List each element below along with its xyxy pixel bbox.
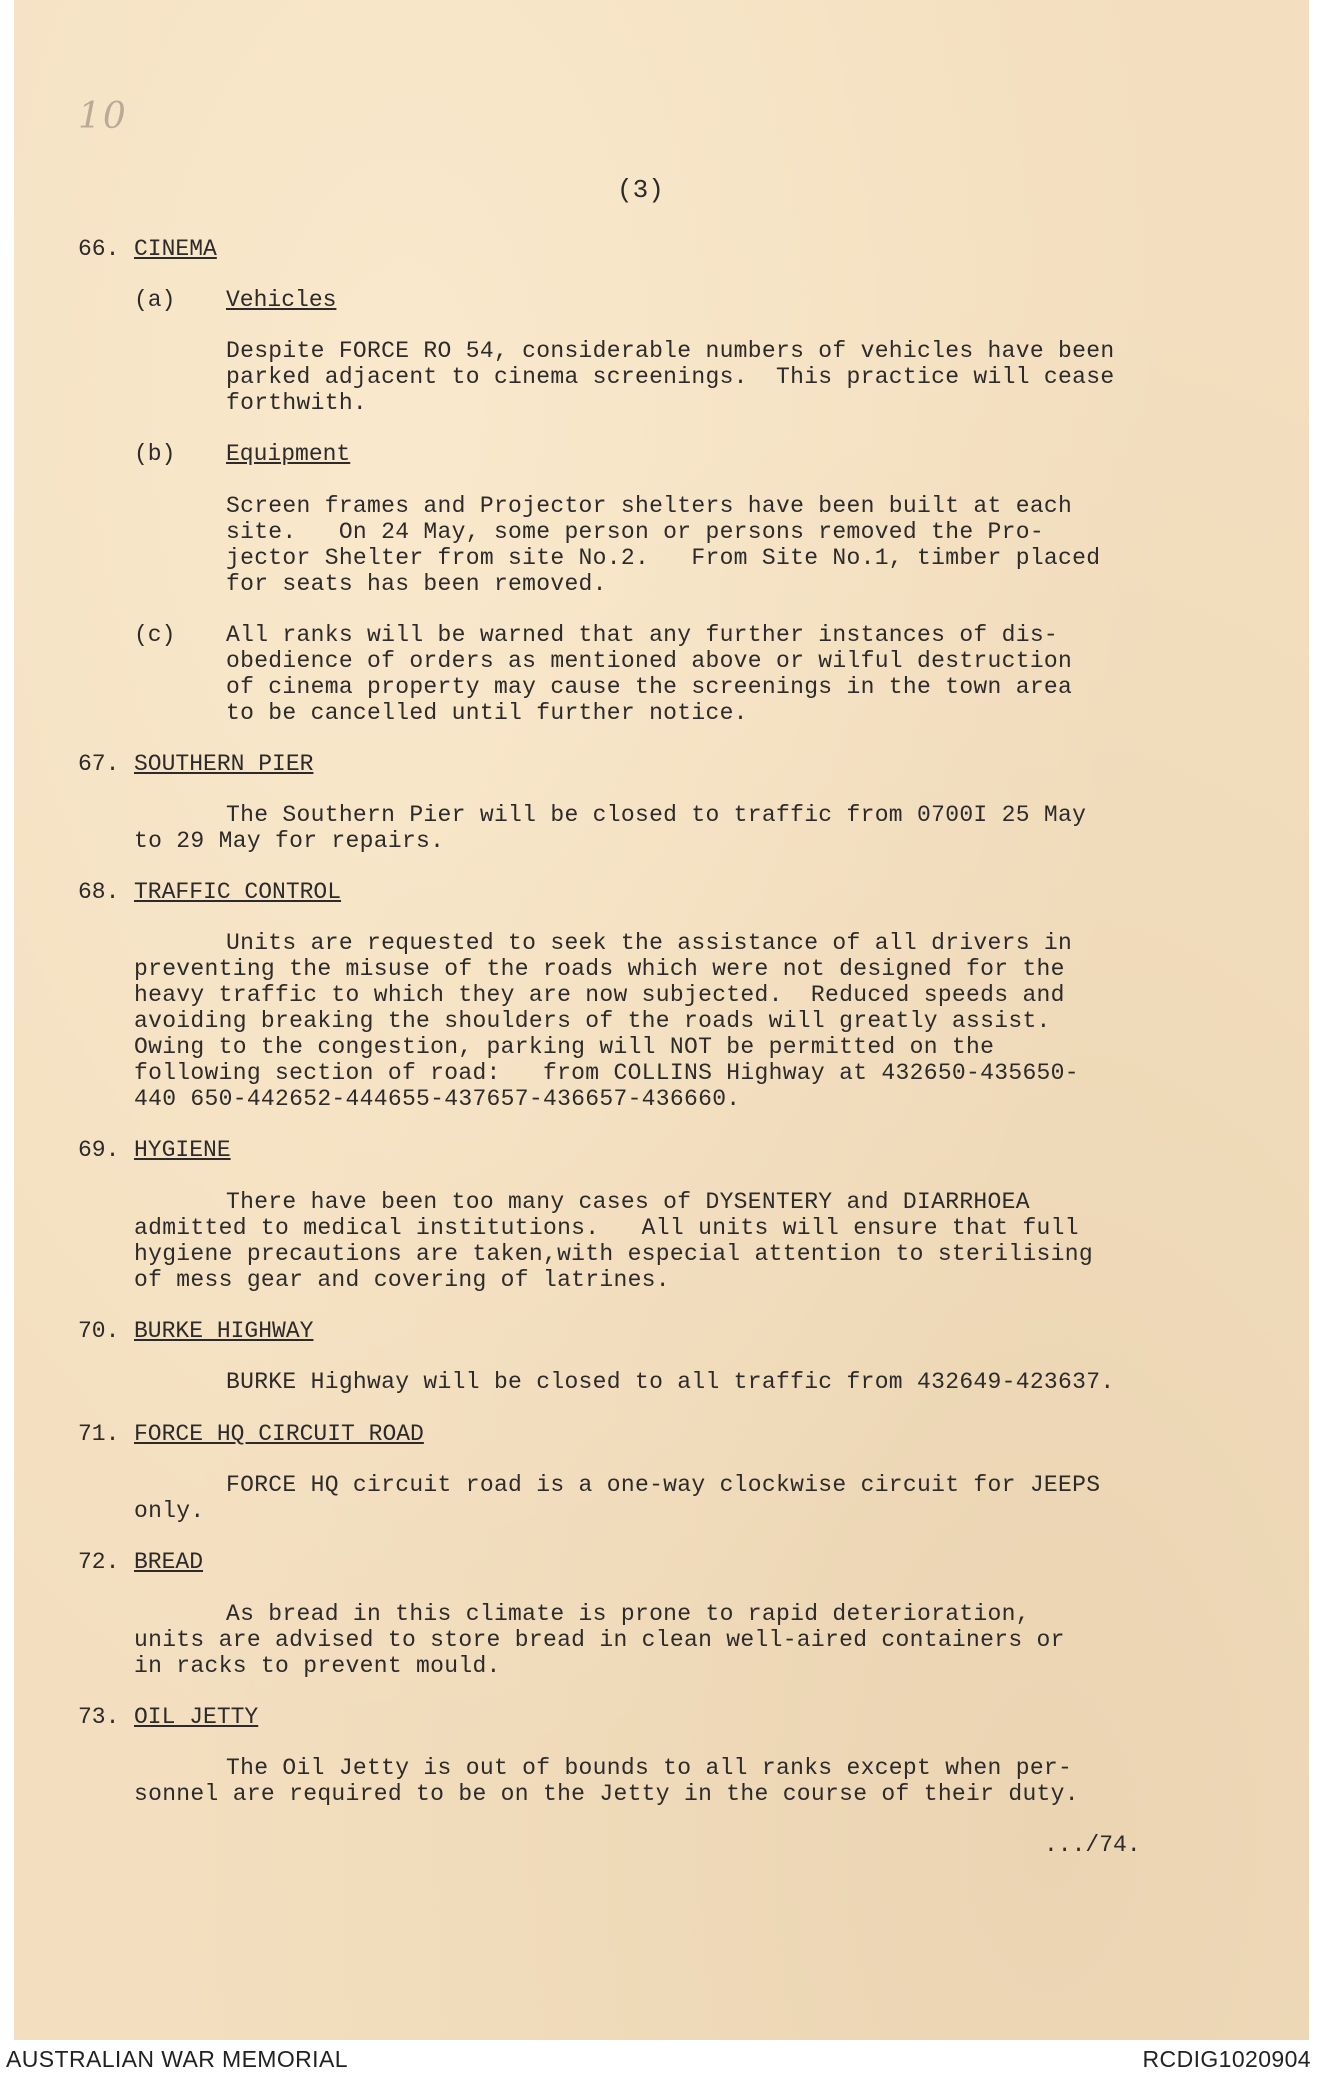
paragraph-line: forthwith. — [226, 390, 368, 416]
paragraph-line: of mess gear and covering of latrines. — [134, 1267, 670, 1293]
document-page — [14, 0, 1309, 2040]
section-number: 70. — [78, 1318, 120, 1344]
paragraph-line: Screen frames and Projector shelters have been built at each — [226, 493, 1073, 519]
subsection-title: Vehicles — [226, 287, 337, 313]
paragraph-line: There have been too many cases of DYSENTERY and DIARRHOEA — [226, 1189, 1030, 1215]
paragraph-line: Owing to the congestion, parking will NOT be permitted on the — [134, 1034, 995, 1060]
section-heading: SOUTHERN PIER — [134, 751, 314, 777]
section-number: 68. — [78, 879, 120, 905]
paragraph-line: to be cancelled until further notice. — [226, 700, 748, 726]
section-number: 73. — [78, 1704, 120, 1730]
subsection-label: (a) — [134, 287, 176, 313]
paragraph-line: only. — [134, 1498, 205, 1524]
subsection-label: (c) — [134, 622, 176, 648]
section-heading: BREAD — [134, 1549, 204, 1575]
paragraph-line: As bread in this climate is prone to rapid deterioration, — [226, 1601, 1030, 1627]
paragraph-line: following section of road: from COLLINS Highway at 432650-435650- — [134, 1060, 1079, 1086]
paragraph-line: FORCE HQ circuit road is a one-way clockwise circuit for JEEPS — [226, 1472, 1101, 1498]
paragraph-line: to 29 May for repairs. — [134, 828, 445, 854]
section-heading: FORCE HQ CIRCUIT ROAD — [134, 1421, 424, 1447]
paragraph-line: of cinema property may cause the screenings in the town area — [226, 674, 1073, 700]
paragraph-line: hygiene precautions are taken,with especial attention to sterilising — [134, 1241, 1093, 1267]
paragraph-line: The Oil Jetty is out of bounds to all ranks except when per- — [226, 1755, 1073, 1781]
subsection-title: Equipment — [226, 441, 351, 467]
paragraph-line: sonnel are required to be on the Jetty in the course of their duty. — [134, 1781, 1079, 1807]
subsection-label: (b) — [134, 441, 176, 467]
section-heading: HYGIENE — [134, 1137, 231, 1163]
section-heading: BURKE HIGHWAY — [134, 1318, 314, 1344]
paragraph-line: site. On 24 May, some person or persons removed the Pro- — [226, 519, 1044, 545]
section-heading: OIL JETTY — [134, 1704, 259, 1730]
paragraph-line: Units are requested to seek the assistance of all drivers in — [226, 930, 1073, 956]
paragraph-line: heavy traffic to which they are now subjected. Reduced speeds and — [134, 982, 1065, 1008]
paragraph-line: All ranks will be warned that any further instances of dis- — [226, 622, 1059, 648]
section-number: 69. — [78, 1137, 120, 1163]
paragraph-line: admitted to medical institutions. All units will ensure that full — [134, 1215, 1079, 1241]
paragraph-line: jector Shelter from site No.2. From Site No.1, timber placed — [226, 545, 1101, 571]
section-number: 67. — [78, 751, 120, 777]
section-number: 66. — [78, 236, 120, 262]
paragraph-line: obedience of orders as mentioned above or wilful destruction — [226, 648, 1073, 674]
paragraph-line: 440 650-442652-444655-437657-436657-436660. — [134, 1086, 741, 1112]
section-number: 71. — [78, 1421, 120, 1447]
footer-archive-name: AUSTRALIAN WAR MEMORIAL — [6, 2046, 348, 2072]
paragraph-line: parked adjacent to cinema screenings. This practice will cease — [226, 364, 1115, 390]
paragraph-line: preventing the misuse of the roads which were not designed for the — [134, 956, 1065, 982]
paragraph-line: in racks to prevent mould. — [134, 1653, 501, 1679]
paragraph-line: for seats has been removed. — [226, 571, 607, 597]
paragraph-line: avoiding breaking the shoulders of the roads will greatly assist. — [134, 1008, 1051, 1034]
pencil-annotation: 10 — [78, 96, 128, 137]
page-number: (3) — [617, 175, 664, 205]
paragraph-line: The Southern Pier will be closed to traffic from 0700I 25 May — [226, 802, 1087, 828]
paragraph-line: units are advised to store bread in clean well-aired containers or — [134, 1627, 1065, 1653]
paragraph-line: Despite FORCE RO 54, considerable numbers of vehicles have been — [226, 338, 1115, 364]
continuation-marker: .../74. — [1044, 1832, 1141, 1858]
paragraph-line: BURKE Highway will be closed to all traffic from 432649-423637. — [226, 1369, 1115, 1395]
section-heading: TRAFFIC CONTROL — [134, 879, 342, 905]
footer-record-id: RCDIG1020904 — [1142, 2046, 1311, 2072]
section-number: 72. — [78, 1549, 120, 1575]
section-heading: CINEMA — [134, 236, 217, 262]
